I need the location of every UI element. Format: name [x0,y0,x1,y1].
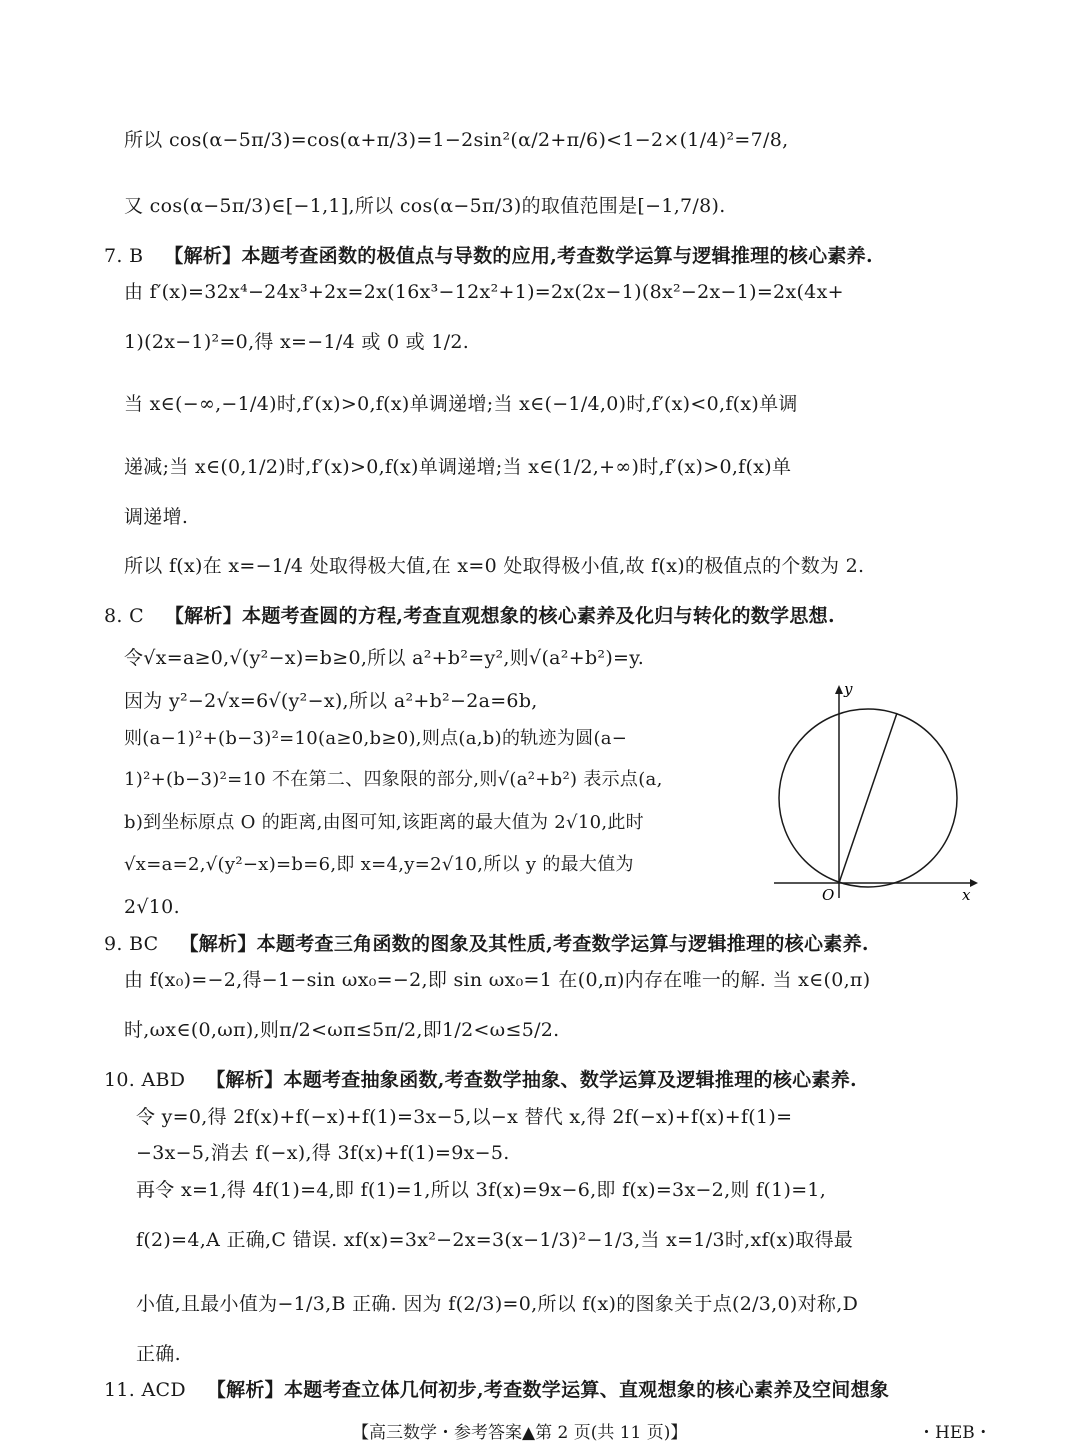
text-line: 时,ωx∈(0,ωπ),则π/2<ωπ≤5π/2,即1/2<ω≤5/2. [124,1019,560,1041]
origin-label: O [822,886,835,904]
y-axis-label: y [844,680,853,698]
x-axis-arrow [970,879,978,887]
text-line: 小值,且最小值为−1/3,B 正确. 因为 f(2/3)=0,所以 f(x)的图象关于点(2/3,0)对称,D [136,1293,859,1315]
x-axis-label: x [962,886,971,904]
text-line: 正确. [136,1343,181,1365]
text-line: 因为 y²−2√x=6√(y²−x),所以 a²+b²−2a=6b, [124,690,538,712]
question-10-heading [104,1068,857,1092]
analysis-title: 【解析】本题考查抽象函数,考查数学抽象、数学运算及逻辑推理的核心素养. [206,1069,857,1091]
question-number: 9. BC [104,933,159,955]
analysis-title: 【解析】本题考查函数的极值点与导数的应用,考查数学运算与逻辑推理的核心素养. [164,245,873,267]
question-8-heading [104,604,835,628]
text-line: b)到坐标原点 O 的距离,由图可知,该距离的最大值为 2√10,此时 [124,812,644,833]
text-line: 所以 f(x)在 x=−1/4 处取得极大值,在 x=0 处取得极小值,故 f(x)的极值点的个数为 2. [124,555,865,577]
question-number: 10. ABD [104,1069,186,1091]
circle-figure [764,676,980,904]
text-line: 调递增. [124,506,189,528]
text-line: 2√10. [124,896,180,918]
analysis-title: 【解析】本题考查三角函数的图象及其性质,考查数学运算与逻辑推理的核心素养. [179,933,869,955]
text-line: 当 x∈(−∞,−1/4)时,f′(x)>0,f(x)单调递增;当 x∈(−1/4,0)时,f′(x)<0,f(x)单调 [124,393,798,415]
text-line: 由 f′(x)=32x⁴−24x³+2x=2x(16x³−12x²+1)=2x(2x−1)(8x²−2x−1)=2x(4x+ [124,281,844,303]
question-number: 11. ACD [104,1379,186,1401]
text-line: 令√x=a≥0,√(y²−x)=b≥0,所以 a²+b²=y²,则√(a²+b²)=y. [124,647,645,669]
text-line: 所以 cos(α−5π/3)=cos(α+π/3)=1−2sin²(α/2+π/6)<1−2×(1/4)²=7/8, [124,129,789,151]
text-line: 递减;当 x∈(0,1/2)时,f′(x)>0,f(x)单调递增;当 x∈(1/2,+∞)时,f′(x)>0,f(x)单 [124,456,792,478]
question-7-heading [104,244,873,268]
text-line: √x=a=2,√(y²−x)=b=6,即 x=4,y=2√10,所以 y 的最大值为 [124,854,634,875]
text-line: 再令 x=1,得 4f(1)=4,即 f(1)=1,所以 3f(x)=9x−6,即 f(x)=3x−2,则 f(1)=1, [136,1179,827,1201]
text-line: 令 y=0,得 2f(x)+f(−x)+f(1)=3x−5,以−x 替代 x,得 2f(−x)+f(x)+f(1)= [136,1106,793,1128]
text-line: f(2)=4,A 正确,C 错误. xf(x)=3x²−2x=3(x−1/3)²−1/3,当 x=1/3时,xf(x)取得最 [136,1229,854,1251]
text-line: −3x−5,消去 f(−x),得 3f(x)+f(1)=9x−5. [136,1142,510,1164]
question-number: 7. B [104,245,144,267]
text-line: 又 cos(α−5π/3)∈[−1,1],所以 cos(α−5π/3)的取值范围是[−1,7/8). [124,195,726,217]
analysis-title: 【解析】本题考查立体几何初步,考查数学运算、直观想象的核心素养及空间想象 [206,1379,890,1401]
text-line: 由 f(x₀)=−2,得−1−sin ωx₀=−2,即 sin ωx₀=1 在(0,π)内存在唯一的解. 当 x∈(0,π) [124,969,871,991]
page-footer: 【高三数学・参考答案▲第 2 页(共 11 页)】 [352,1423,688,1443]
max-distance-segment [839,713,897,883]
text-line: 1)(2x−1)²=0,得 x=−1/4 或 0 或 1/2. [124,331,470,353]
question-11-heading [104,1378,889,1402]
text-line: 1)²+(b−3)²=10 不在第二、四象限的部分,则√(a²+b²) 表示点(a, [124,769,663,790]
footer-code: ・HEB・ [918,1423,992,1443]
text-line: 则(a−1)²+(b−3)²=10(a≥0,b≥0),则点(a,b)的轨迹为圆(a− [124,728,628,749]
y-axis-arrow [835,685,843,694]
question-9-heading [104,932,869,956]
question-number: 8. C [104,605,144,627]
analysis-title: 【解析】本题考查圆的方程,考查直观想象的核心素养及化归与转化的数学思想. [164,605,835,627]
